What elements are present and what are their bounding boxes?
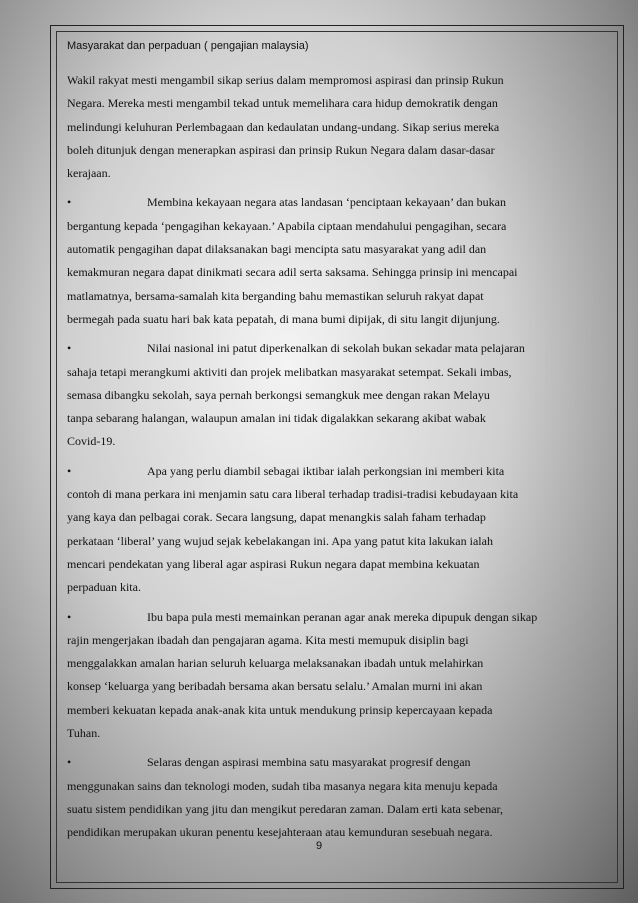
document-body: [67, 69, 587, 845]
paragraph: [67, 337, 587, 453]
bullet-mark: •: [67, 755, 72, 770]
bullet-mark: •: [67, 463, 72, 478]
line-text: Ibu bapa pula mesti memainkan peranan agar anak mereka dipupuk dengan sikap: [147, 609, 538, 624]
text-line: Wakil rakyat mesti mengambil sikap serius dalam mempromosi aspirasi dan prinsip Rukun: [67, 73, 504, 87]
text-line: contoh di mana perkara ini menjamin satu cara liberal terhadap tradisi-tradisi kebudayaan kita: [67, 487, 519, 502]
paragraph: [67, 751, 587, 844]
text-line: mencari pendekatan yang liberal agar aspirasi Rukun negara dapat membina kekuatan: [67, 556, 480, 571]
text-line: [67, 606, 587, 629]
text-line: perpaduan kita.: [67, 580, 141, 595]
text-line: matlamatnya, bersama-samalah kita berganding bahu memastikan seluruh rakyat dapat: [67, 288, 484, 303]
line-text: Nilai nasional ini patut diperkenalkan di sekolah bukan sekadar mata pelajaran: [147, 341, 525, 356]
text-line: memberi kekuatan kepada anak-anak kita untuk mendukung prinsip kepercayaan kepada: [67, 702, 493, 717]
text-line: Negara. Mereka mesti mengambil tekad untuk memelihara cara hidup demokratik dengan: [67, 96, 498, 111]
paragraph: [67, 460, 587, 600]
paragraph: [67, 606, 587, 746]
text-line: Tuhan.: [67, 726, 101, 741]
running-header: Masyarakat dan perpaduan ( pengajian malaysia): [67, 40, 309, 52]
bullet-mark: •: [67, 341, 72, 356]
text-line: [67, 191, 587, 214]
text-line: melindungi keluhuran Perlembagaan dan kedaulatan undang-undang. Sikap serius mereka: [67, 119, 500, 134]
text-line: perkataan ‘liberal’ yang wujud sejak kebelakangan ini. Apa yang patut kita lakukan ialah: [67, 533, 493, 548]
text-line: bergantung kepada ‘pengagihan kekayaan.’ Apabila ciptaan mendahului pengagihan, secara: [67, 218, 507, 233]
text-line: kerajaan.: [67, 166, 111, 181]
text-line: bermegah pada suatu hari bak kata pepatah, di mana bumi dipijak, di situ langit dijunjung.: [67, 311, 500, 326]
text-line: rajin mengerjakan ibadah dan pengajaran agama. Kita mesti memupuk disiplin bagi: [67, 632, 469, 647]
line-text: Apa yang perlu diambil sebagai iktibar ialah perkongsian ini memberi kita: [147, 463, 505, 478]
text-line: [67, 460, 587, 483]
text-line: semasa dibangku sekolah, saya pernah berkongsi semangkuk mee dengan rakan Melayu: [67, 387, 490, 402]
paragraph: [67, 191, 587, 331]
text-line: boleh ditunjuk dengan menerapkan aspirasi dan prinsip Rukun Negara dalam dasar-dasar: [67, 142, 495, 157]
line-text: Membina kekayaan negara atas landasan ‘penciptaan kekayaan’ dan bukan: [147, 195, 506, 210]
text-line: [67, 337, 587, 360]
text-line: suatu sistem pendidikan yang jitu dan mengikut peredaran zaman. Dalam erti kata sebenar,: [67, 801, 504, 816]
text-line: pendidikan merupakan ukuran penentu kesejahteraan atau kemunduran sesebuah negara.: [67, 825, 493, 840]
bullet-mark: •: [67, 195, 72, 210]
text-line: konsep ‘keluarga yang beribadah bersama akan bersatu selalu.’ Amalan murni ini akan: [67, 679, 483, 694]
text-line: automatik pengagihan dapat dilaksanakan bagi mencipta satu masyarakat yang adil dan: [67, 242, 487, 257]
text-line: yang kaya dan pelbagai corak. Secara langsung, dapat menangkis salah faham terhadap: [67, 510, 486, 525]
text-line: sahaja tetapi merangkumi aktiviti dan projek melibatkan masyarakat setempat. Sekali imbas,: [67, 364, 512, 379]
bullet-mark: •: [67, 609, 72, 624]
text-line: kemakmuran negara dapat dinikmati secara adil serta saksama. Sehingga prinsip ini mencapai: [67, 265, 518, 280]
text-line: [67, 751, 587, 774]
text-line: Covid-19.: [67, 434, 116, 449]
text-line: menggalakkan amalan harian seluruh keluarga melaksanakan ibadah untuk melahirkan: [67, 656, 484, 671]
text-line: tanpa sebarang halangan, walaupun amalan ini tidak digalakkan sekarang akibat wabak: [67, 411, 486, 426]
page-number: 9: [315, 840, 323, 852]
text-line: menggunakan sains dan teknologi moden, sudah tiba masanya negara kita menuju kepada: [67, 778, 498, 793]
line-text: Selaras dengan aspirasi membina satu masyarakat progresif dengan: [147, 755, 471, 770]
paragraph: [67, 69, 587, 185]
